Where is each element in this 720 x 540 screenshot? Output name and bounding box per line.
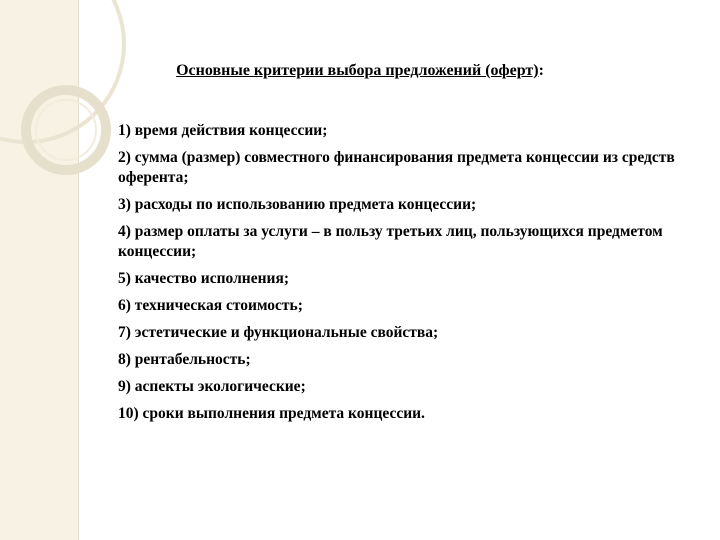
criteria-item: 9) аспекты экологические; — [118, 378, 306, 395]
criteria-item: 4) размер оплаты за услуги – в пользу третьих лиц, пользующихся предметом концессии; — [118, 223, 663, 260]
criteria-item: 10) сроки выполнения предмета концессии. — [118, 405, 425, 422]
decorative-side-panel — [0, 0, 78, 540]
criteria-item: 1) время действия концессии; — [118, 122, 328, 139]
criteria-item: 8) рентабельность; — [118, 351, 251, 368]
criteria-item: 6) техническая стоимость; — [118, 297, 303, 314]
slide-title-colon: : — [538, 62, 544, 79]
slide-title — [0, 62, 720, 80]
criteria-item: 5) качество исполнения; — [118, 270, 290, 287]
criteria-item: 2) сумма (размер) совместного финансирования предмета концессии из средств оферента; — [118, 149, 675, 186]
criteria-list — [118, 121, 688, 431]
criteria-item: 3) расходы по использованию предмета концессии; — [118, 196, 477, 213]
panel-divider — [78, 0, 79, 540]
slide-title-text: Основные критерии выбора предложений (оферт) — [176, 62, 539, 79]
criteria-item: 7) эстетические и функциональные свойства; — [118, 324, 439, 341]
